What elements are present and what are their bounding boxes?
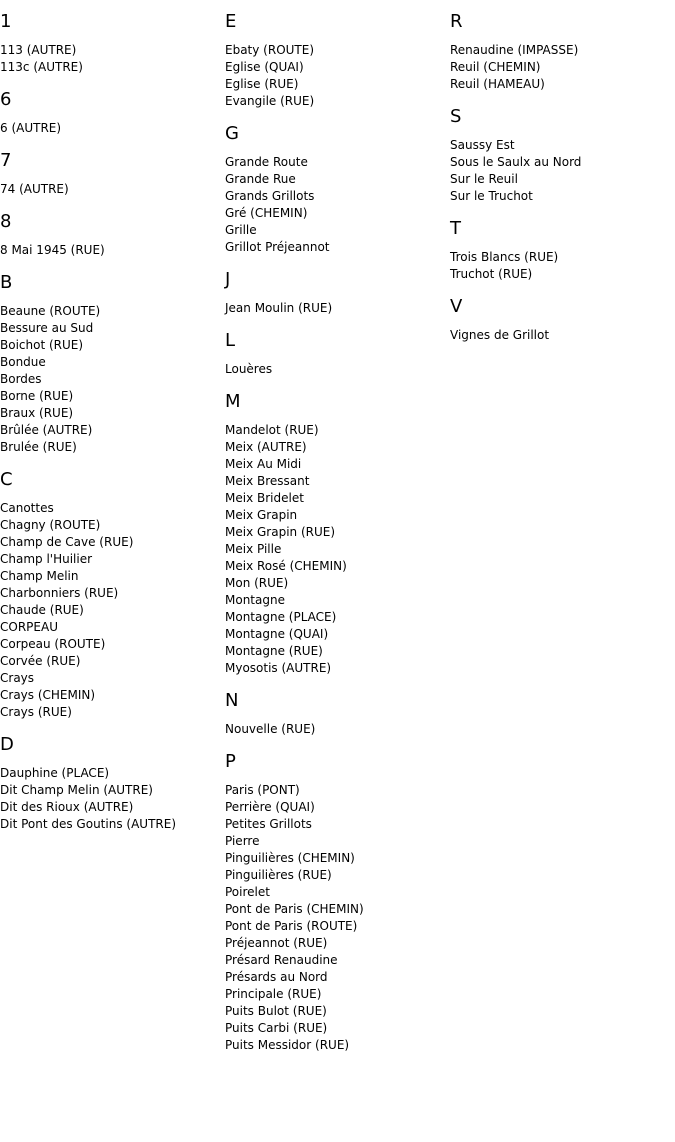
street-link[interactable]: Crays (CHEMIN) xyxy=(0,688,96,702)
street-link[interactable]: Nouvelle (RUE) xyxy=(225,722,316,736)
street-link[interactable]: Petites Grillots xyxy=(225,817,312,831)
letter-group xyxy=(0,151,225,198)
street-link[interactable]: Ebaty (ROUTE) xyxy=(225,43,315,57)
street-link[interactable]: Puits Carbi (RUE) xyxy=(225,1021,328,1035)
street-link[interactable]: Grande Route xyxy=(225,155,308,169)
street-link[interactable]: Mon (RUE) xyxy=(225,576,289,590)
street-link[interactable]: Trois Blancs (RUE) xyxy=(450,250,559,264)
group-letter-heading: J xyxy=(225,269,231,290)
street-list xyxy=(225,422,450,677)
street-list xyxy=(225,300,450,317)
street-link[interactable]: Borne (RUE) xyxy=(0,389,74,403)
street-list xyxy=(0,303,225,456)
letter-group xyxy=(450,219,675,283)
street-link[interactable]: Evangile (RUE) xyxy=(225,94,315,108)
street-list xyxy=(0,242,225,259)
group-letter-heading: C xyxy=(0,469,13,490)
group-letter-heading: M xyxy=(225,391,241,412)
street-link[interactable]: Saussy Est xyxy=(450,138,515,152)
street-link[interactable]: Puits Bulot (RUE) xyxy=(225,1004,327,1018)
street-link[interactable]: Meix Bressant xyxy=(225,474,310,488)
street-link[interactable]: Mandelot (RUE) xyxy=(225,423,319,437)
group-letter-heading: V xyxy=(450,296,463,317)
street-list xyxy=(0,42,225,76)
street-link[interactable]: 113 (AUTRE) xyxy=(0,43,77,57)
street-link[interactable]: Sous le Saulx au Nord xyxy=(450,155,582,169)
street-link[interactable]: Bondue xyxy=(0,355,46,369)
street-link[interactable]: Champ de Cave (RUE) xyxy=(0,535,134,549)
letter-group xyxy=(225,331,450,378)
group-letter-heading: D xyxy=(0,734,14,755)
street-link[interactable]: Myosotis (AUTRE) xyxy=(225,661,332,675)
street-list xyxy=(0,181,225,198)
street-link[interactable]: Chaude (RUE) xyxy=(0,603,84,617)
group-letter-heading: R xyxy=(450,11,463,32)
group-letter-heading: 8 xyxy=(0,211,12,232)
street-link[interactable]: Dauphine (PLACE) xyxy=(0,766,110,780)
letter-group xyxy=(0,273,225,456)
street-link[interactable]: Principale (RUE) xyxy=(225,987,322,1001)
street-link[interactable]: Corpeau (ROUTE) xyxy=(0,637,106,651)
street-link[interactable]: Montagne (QUAI) xyxy=(225,627,329,641)
street-link[interactable]: 8 Mai 1945 (RUE) xyxy=(0,243,105,257)
street-link[interactable]: Dit des Rioux (AUTRE) xyxy=(0,800,134,814)
street-list xyxy=(225,721,450,738)
street-list xyxy=(450,42,675,93)
street-link[interactable]: Chagny (ROUTE) xyxy=(0,518,101,532)
street-link[interactable]: Beaune (ROUTE) xyxy=(0,304,101,318)
street-list xyxy=(450,249,675,283)
street-link[interactable]: Meix Grapin (RUE) xyxy=(225,525,336,539)
group-letter-heading: 6 xyxy=(0,89,12,110)
street-link[interactable]: Brulée (RUE) xyxy=(0,440,77,454)
group-letter-heading: P xyxy=(225,751,236,772)
street-list xyxy=(225,361,450,378)
street-link[interactable]: Poirelet xyxy=(225,885,270,899)
street-link[interactable]: Jean Moulin (RUE) xyxy=(225,301,333,315)
street-link[interactable]: Truchot (RUE) xyxy=(450,267,533,281)
letter-group xyxy=(225,124,450,256)
street-link[interactable]: Meix Bridelet xyxy=(225,491,304,505)
group-letter-heading: 7 xyxy=(0,150,12,171)
street-list xyxy=(0,765,225,833)
street-link[interactable]: Grands Grillots xyxy=(225,189,315,203)
street-list xyxy=(450,327,675,344)
street-list xyxy=(225,154,450,256)
group-letter-heading: G xyxy=(225,123,239,144)
letter-group xyxy=(225,691,450,738)
street-link[interactable]: Montagne (PLACE) xyxy=(225,610,337,624)
street-link[interactable]: Crays (RUE) xyxy=(0,705,72,719)
letter-group xyxy=(0,735,225,833)
group-letter-heading: 1 xyxy=(0,11,12,32)
street-link[interactable]: Préjeannot (RUE) xyxy=(225,936,328,950)
letter-group xyxy=(450,297,675,344)
street-link[interactable]: Dit Pont des Goutins (AUTRE) xyxy=(0,817,176,831)
street-link[interactable]: Paris (PONT) xyxy=(225,783,300,797)
street-link[interactable]: Grillot Préjeannot xyxy=(225,240,330,254)
letter-group xyxy=(0,12,225,76)
street-link[interactable]: Sur le Truchot xyxy=(450,189,533,203)
street-link[interactable]: Canottes xyxy=(0,501,54,515)
street-link[interactable]: Corvée (RUE) xyxy=(0,654,81,668)
letter-group xyxy=(450,107,675,205)
street-link[interactable]: Dit Champ Melin (AUTRE) xyxy=(0,783,153,797)
street-link[interactable]: Pierre xyxy=(225,834,260,848)
street-link[interactable]: Puits Messidor (RUE) xyxy=(225,1038,350,1052)
street-link[interactable]: Bessure au Sud xyxy=(0,321,94,335)
street-link[interactable]: Présard Renaudine xyxy=(225,953,338,967)
street-link[interactable]: Reuil (HAMEAU) xyxy=(450,77,545,91)
letter-group xyxy=(225,12,450,110)
group-letter-heading: B xyxy=(0,272,13,293)
street-link[interactable]: Montagne (RUE) xyxy=(225,644,323,658)
street-link[interactable]: 6 (AUTRE) xyxy=(0,121,62,135)
street-link[interactable]: Grille xyxy=(225,223,257,237)
group-letter-heading: S xyxy=(450,106,462,127)
letter-group xyxy=(225,752,450,1054)
street-link[interactable]: Pinguilières (RUE) xyxy=(225,868,332,882)
group-letter-heading: L xyxy=(225,330,236,351)
street-link[interactable]: Meix Grapin xyxy=(225,508,298,522)
street-link[interactable]: Sur le Reuil xyxy=(450,172,518,186)
street-link[interactable]: Bordes xyxy=(0,372,42,386)
street-link[interactable]: Grande Rue xyxy=(225,172,296,186)
street-index-column-1 xyxy=(0,0,225,847)
street-link[interactable]: Pinguilières (CHEMIN) xyxy=(225,851,355,865)
street-link[interactable]: Vignes de Grillot xyxy=(450,328,550,342)
group-letter-heading: N xyxy=(225,690,239,711)
street-link[interactable]: Champ l'Huilier xyxy=(0,552,93,566)
street-link[interactable]: 113c (AUTRE) xyxy=(0,60,83,74)
street-link[interactable]: Reuil (CHEMIN) xyxy=(450,60,541,74)
letter-group xyxy=(450,12,675,93)
street-index-column-3 xyxy=(450,0,675,358)
street-link[interactable]: Eglise (RUE) xyxy=(225,77,299,91)
street-link[interactable]: Montagne xyxy=(225,593,285,607)
street-link[interactable]: Perrière (QUAI) xyxy=(225,800,315,814)
street-link[interactable]: Meix Pille xyxy=(225,542,282,556)
street-link[interactable]: Champ Melin xyxy=(0,569,79,583)
street-list xyxy=(0,120,225,137)
street-link[interactable]: Gré (CHEMIN) xyxy=(225,206,308,220)
street-link[interactable]: Crays xyxy=(0,671,35,685)
letter-group xyxy=(0,90,225,137)
letter-group xyxy=(225,392,450,677)
street-link[interactable]: Meix (AUTRE) xyxy=(225,440,307,454)
letter-group xyxy=(225,270,450,317)
street-link[interactable]: Pont de Paris (CHEMIN) xyxy=(225,902,364,916)
letter-group xyxy=(0,212,225,259)
letter-group xyxy=(0,470,225,721)
street-link[interactable]: Boichot (RUE) xyxy=(0,338,84,352)
street-link[interactable]: Braux (RUE) xyxy=(0,406,74,420)
street-link[interactable]: Brûlée (AUTRE) xyxy=(0,423,93,437)
group-letter-heading: T xyxy=(450,218,461,239)
street-list xyxy=(225,42,450,110)
street-link[interactable]: Charbonniers (RUE) xyxy=(0,586,119,600)
street-link[interactable]: Eglise (QUAI) xyxy=(225,60,304,74)
street-list xyxy=(0,500,225,721)
street-link[interactable]: Louères xyxy=(225,362,273,376)
street-link[interactable]: Pont de Paris (ROUTE) xyxy=(225,919,358,933)
street-list xyxy=(450,137,675,205)
street-link[interactable]: Meix Rosé (CHEMIN) xyxy=(225,559,347,573)
street-link[interactable]: 74 (AUTRE) xyxy=(0,182,69,196)
group-letter-heading: E xyxy=(225,11,237,32)
street-link[interactable]: Présards au Nord xyxy=(225,970,328,984)
street-list xyxy=(225,782,450,1054)
street-link[interactable]: Renaudine (IMPASSE) xyxy=(450,43,579,57)
street-link[interactable]: Meix Au Midi xyxy=(225,457,302,471)
street-index-column-2 xyxy=(225,0,450,1068)
street-link[interactable]: CORPEAU xyxy=(0,620,58,634)
